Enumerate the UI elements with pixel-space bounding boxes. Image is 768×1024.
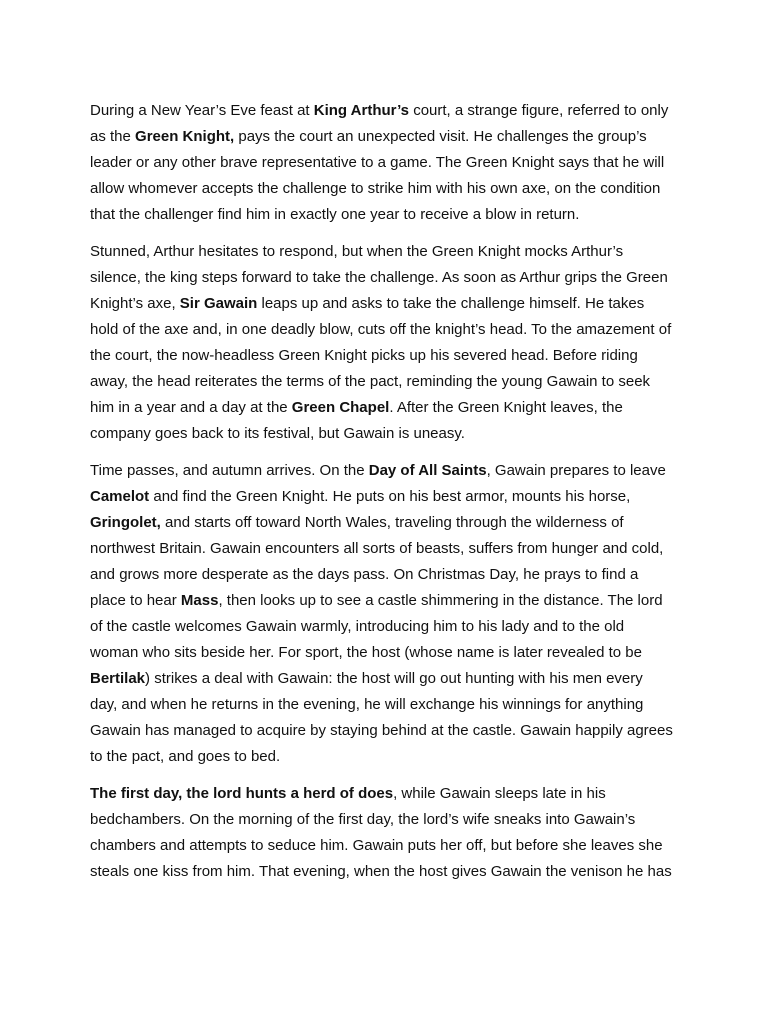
text-line [90,859,682,885]
bold-term: Green Chapel [291,399,390,416]
text-line [90,588,682,614]
text-line [90,395,682,421]
text-line [90,614,682,640]
text-line [90,458,682,484]
text-run: During a New Year’s Eve feast at [90,102,314,119]
bold-term: Sir Gawain [179,295,258,312]
text-line [90,833,682,859]
text-run: silence, the king steps forward to take the challenge. As soon as Arthur grips the Green [90,269,668,286]
text-run: Stunned, Arthur hesitates to respond, but when the Green Knight mocks Arthur’s [90,243,624,260]
text-run: the court, the now-headless Green Knight picks up his severed head. Before riding [90,347,638,364]
text-run: of the castle welcomes Gawain warmly, introducing him to his lady and to the old [90,618,625,635]
bold-term: The first day, the lord hunts a herd of does [90,785,394,802]
text-line [90,781,682,807]
text-line [90,484,682,510]
text-run: that the challenger find him in exactly one year to receive a blow in return. [90,206,580,223]
text-run: and starts off toward North Wales, traveling through the wilderness of [160,514,624,531]
text-run: pays the court an unexpected visit. He challenges the group’s [234,128,647,145]
text-run: company goes back to its festival, but Gawain is uneasy. [90,425,465,442]
text-run: , while Gawain sleeps late in his [393,785,606,802]
text-run: allow whomever accepts the challenge to strike him with his own axe, on the condition [90,180,661,197]
text-run: leaps up and asks to take the challenge himself. He takes [257,295,645,312]
bold-term: Gringolet, [90,514,161,531]
text-run: ) strikes a deal with Gawain: the host will go out hunting with his men every [145,670,643,687]
bold-term: Day of All Saints [368,462,487,479]
text-line [90,510,682,536]
text-line [90,718,682,744]
document-body [90,98,682,896]
text-line [90,343,682,369]
text-line [90,98,682,124]
text-run: and grows more desperate as the days pass. On Christmas Day, he prays to find a [90,566,639,583]
text-line [90,369,682,395]
text-run: Time passes, and autumn arrives. On the [90,462,369,479]
text-line [90,536,682,562]
bold-term: Mass [180,592,219,609]
text-line [90,291,682,317]
text-line [90,124,682,150]
text-run: Knight’s axe, [90,295,180,312]
text-line [90,176,682,202]
text-line [90,202,682,228]
text-run: , Gawain prepares to leave [486,462,666,479]
paragraph [90,98,682,228]
text-run: , then looks up to see a castle shimmering in the distance. The lord [218,592,663,609]
text-run: day, and when he returns in the evening, he will exchange his winnings for anything [90,696,644,713]
text-run: chambers and attempts to seduce him. Gawain puts her off, but before she leaves she [90,837,663,854]
text-line [90,421,682,447]
paragraph [90,458,682,770]
text-line [90,666,682,692]
bold-term: King Arthur’s [313,102,410,119]
bold-term: Green Knight, [135,128,235,145]
text-run: woman who sits beside her. For sport, the host (whose name is later revealed to be [90,644,642,661]
text-run: bedchambers. On the morning of the first day, the lord’s wife sneaks into Gawain’s [90,811,636,828]
text-run: steals one kiss from him. That evening, when the host gives Gawain the venison he has [90,863,672,880]
text-line [90,150,682,176]
text-line [90,265,682,291]
text-run: court, a strange figure, referred to only [409,102,669,119]
text-line [90,317,682,343]
text-run: place to hear [90,592,181,609]
text-run: away, the head reiterates the terms of the pact, reminding the young Gawain to seek [90,373,651,390]
text-run: . After the Green Knight leaves, the [389,399,623,416]
text-run: him in a year and a day at the [90,399,292,416]
text-line [90,807,682,833]
text-line [90,239,682,265]
paragraph [90,781,682,885]
text-run: and find the Green Knight. He puts on his best armor, mounts his horse, [149,488,631,505]
bold-term: Bertilak [90,670,146,687]
text-run: to the pact, and goes to bed. [90,748,281,765]
text-run: leader or any other brave representative to a game. The Green Knight says that he will [90,154,665,171]
text-line [90,640,682,666]
text-run: Gawain has managed to acquire by staying behind at the castle. Gawain happily agrees [90,722,673,739]
text-line [90,562,682,588]
text-run: hold of the axe and, in one deadly blow, cuts off the knight’s head. To the amazement of [90,321,672,338]
bold-term: Camelot [90,488,150,505]
text-run: northwest Britain. Gawain encounters all sorts of beasts, suffers from hunger and cold, [90,540,664,557]
paragraph [90,239,682,447]
text-line [90,744,682,770]
text-run: as the [90,128,136,145]
text-line [90,692,682,718]
